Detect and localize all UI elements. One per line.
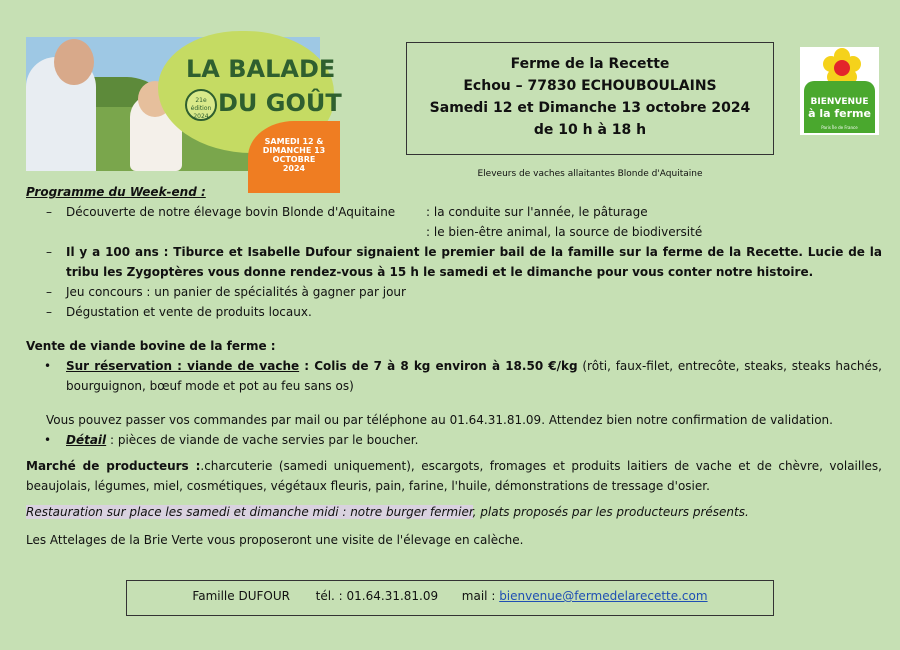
programme-item-4: – Dégustation et vente de produits locaux. [26,302,882,322]
bienvenue-a-la-ferme-logo [800,47,879,135]
attelages: Les Attelages de la Brie Verte vous proposeront une visite de l'élevage en calèche. [26,533,524,547]
footer-mail-link[interactable]: bienvenue@fermedelarecette.com [499,589,708,603]
programme-item-1-left: – Découverte de notre élevage bovin Blonde d'Aquitaine [66,205,396,219]
event-hours: de 10 h à 18 h [533,122,647,138]
event-banner-image [26,37,342,173]
footer-famille: Famille DUFOUR [192,589,290,603]
banner-man-head [54,39,94,85]
marche-producteurs [26,456,882,496]
programme-item-2-text: Il y a 100 ans : Tiburce et Isabelle Dufour signaient le premier bail de la famille sur la ferme de la Recette. Lucie de la tribu les Zygoptères vous donne rendez-vous à 15 h le samedi et le dimanche pour vous conter notre histoire. [66,245,882,279]
reservation-price: : Colis de 7 à 8 kg environ à 18.50 €/kg [299,359,578,373]
banner-dates: SAMEDI 12 & DIMANCHE 13 OCTOBRE 2024 [262,137,326,173]
programme-item-3: – Jeu concours : un panier de spécialités à gagner par jour [26,282,882,302]
marche-text: .charcuterie (samedi uniquement), escargots, fromages et produits laitiers de vache et de chèvre, volailles, beaujolais, légumes, miel, cosmétiques, végétaux fleuris, pain, farine, l'huile, démonstrations de tressage d'osier. [26,459,882,493]
vente-detail [26,430,882,450]
programme-item-1-right-a: : la conduite sur l'année, le pâturage [426,205,648,219]
reservation-label: Sur réservation : viande de vache [66,359,300,373]
restauration-rest: , plats proposés par les producteurs présents. [472,505,749,519]
vente-title [26,336,882,356]
commande-info: Vous pouvez passer vos commandes par mail ou par téléphone au 01.64.31.81.09. Attendez bien notre confirmation de validation. [46,413,833,427]
footer-tel: tél. : 01.64.31.81.09 [315,589,439,603]
programme-item-1 [26,202,882,242]
detail-label: Détail [66,433,107,447]
programme-title: Programme du Week-end : [26,185,206,199]
logo-line2: à la ferme [808,107,871,120]
farm-address: Echou – 77830 ECHOUBOULAINS [463,78,717,94]
logo-line3: Paris Île de France [821,125,858,130]
banner-title-line1: LA BALADE [186,55,336,83]
vente-title-text: Vente de viande bovine de la ferme : [26,339,276,353]
banner-edition-badge: 21e édition 2024 [185,89,217,121]
detail-text: : pièces de viande de vache servies par le boucher. [106,433,419,447]
footer-mail-label: mail : [461,589,500,603]
reservation-details: (rôti, faux-filet, entrecôte, steaks, steaks hachés, bourguignon, bœuf mode et pot au feu sans os) [66,359,882,393]
banner-title-line2: DU GOÛT [218,89,342,117]
logo-line1: BIENVENUE [810,97,869,107]
restauration-highlight: Restauration sur place les samedi et dimanche midi : notre burger fermier [26,505,473,519]
main-content [26,182,882,550]
vente-reservation [26,356,882,396]
programme-item-2 [26,242,882,282]
contact-footer [126,580,774,616]
restauration [26,502,882,522]
event-header-box [406,42,774,155]
marche-label: Marché de producteurs : [26,459,201,473]
programme-item-1-right-b: : le bien-être animal, la source de biodiversité [426,225,703,239]
farm-name: Ferme de la Recette [510,56,670,72]
event-dates: Samedi 12 et Dimanche 13 octobre 2024 [429,100,751,116]
farm-subtitle: Eleveurs de vaches allaitantes Blonde d'Aquitaine [477,169,703,179]
